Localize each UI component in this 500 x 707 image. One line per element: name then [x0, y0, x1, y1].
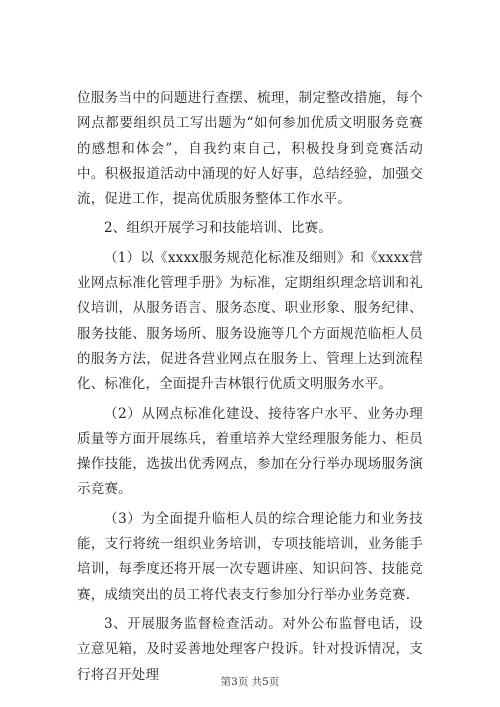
document-body	[77, 86, 423, 688]
paragraph-continuation: 位服务当中的问题进行查摆、梳理，制定整改措施，每个网点都要组织员工写出题为“如何参加优质文明服务竞赛的感想和体会”，自我约束自己，积极投身到竞赛活动中。积极报道活动中涌现的好人好事，总结经验，加强交流，促进工作，提高优质服务整体工作水平。	[77, 90, 423, 208]
paragraph-item-2: （2）从网点标准化建设、接待客户水平、业务办理质量等方面开展练兵，着重培养大堂经理服务能力、柜员操作技能，选拔出优秀网点，参加在分行举办现场服务演示竞赛。	[77, 405, 423, 498]
page-number-footer: 第3页 共5页	[220, 676, 280, 688]
paragraph-heading-2: 2、组织开展学习和技能培训、比赛。	[104, 220, 332, 237]
paragraph-item-3: （3）为全面提升临柜人员的综合理论能力和业务技能，支行将统一组织业务培训，专项技能培训，业务能手培训，每季度还将开展一次专题讲座、知识问答、技能竞赛，成绩突出的员工将代表支行参加分行举办业务竞赛.	[77, 510, 423, 603]
paragraph-heading-3: 3、开展服务监督检查活动。对外公布监督电话，设立意见箱，及时妥善地处理客户投诉。针对投诉情况，支行将召开处理	[77, 615, 423, 683]
paragraph-item-1: （1）以《xxxx服务规范化标准及细则》和《xxxx营业网点标准化管理手册》为标准，定期组织理念培训和礼仪培训，从服务语言、服务态度、职业形象、服务纪律、服务技能、服务场所、服务设施等几个方面规范临柜人员的服务方法，促进各营业网点在服务上、管理上达到流程化、标准化，全面提升吉林银行优质文明服务水平。	[77, 249, 423, 393]
